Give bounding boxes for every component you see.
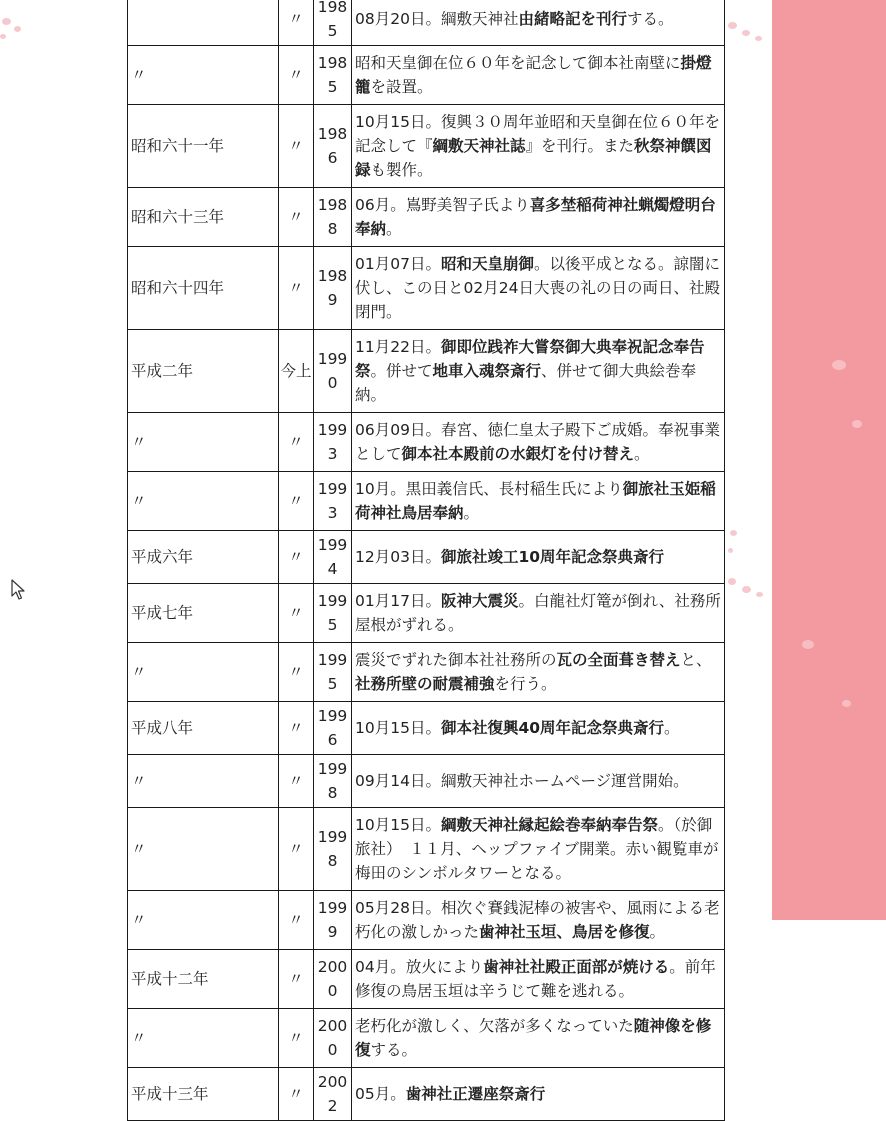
year-cell: 1986 bbox=[314, 105, 352, 188]
era-cell: 昭和六十四年 bbox=[128, 247, 279, 330]
event-text: 。以後平成となる。諒闇に伏し、この日と02月24日大喪の礼の日の両日、社殿閉門。 bbox=[355, 255, 720, 321]
era-cell: 〃 bbox=[128, 413, 279, 472]
emperor-cell: 〃 bbox=[279, 1009, 314, 1068]
table-row bbox=[128, 188, 725, 247]
year-cell: 1993 bbox=[314, 413, 352, 472]
event-text: 04月。放火により bbox=[355, 958, 484, 976]
event-text: 09月14日。綱敷天神社ホームページ運営開始。 bbox=[355, 772, 689, 790]
table-row bbox=[128, 1009, 725, 1068]
era-cell: 平成七年 bbox=[128, 584, 279, 643]
emperor-cell: 〃 bbox=[279, 413, 314, 472]
table-row bbox=[128, 1068, 725, 1121]
event-text: 。 bbox=[634, 445, 650, 463]
event-text: 。 bbox=[664, 719, 680, 737]
event-text: 。併せて bbox=[370, 362, 433, 380]
event-cell bbox=[352, 1009, 725, 1068]
year-cell: 1985 bbox=[314, 46, 352, 105]
event-cell bbox=[352, 472, 725, 531]
table-row bbox=[128, 105, 725, 188]
event-highlight: 御本社本殿前の水銀灯を付け替え bbox=[401, 445, 635, 463]
emperor-cell: 〃 bbox=[279, 247, 314, 330]
emperor-cell: 〃 bbox=[279, 702, 314, 755]
event-text: 06月。嶌野美智子氏より bbox=[355, 196, 530, 214]
event-text: を行う。 bbox=[494, 675, 557, 693]
event-text: 10月15日。 bbox=[355, 719, 441, 737]
table-row bbox=[128, 413, 725, 472]
emperor-cell: 〃 bbox=[279, 584, 314, 643]
event-highlight: 歯神社玉垣、鳥居を修復 bbox=[479, 923, 650, 941]
event-highlight: 綱敷天神社縁起絵巻奉納奉告祭 bbox=[440, 816, 658, 834]
era-cell: 平成十三年 bbox=[128, 1068, 279, 1121]
event-cell bbox=[352, 1068, 725, 1121]
emperor-cell: 〃 bbox=[279, 46, 314, 105]
event-text: 。 bbox=[386, 220, 402, 238]
event-highlight: 瓦の全面葺き替え bbox=[556, 651, 681, 669]
event-highlight: 社務所壁の耐震補強 bbox=[355, 675, 495, 693]
table-row bbox=[128, 247, 725, 330]
event-highlight: 歯神社正遷座祭斎行 bbox=[405, 1085, 546, 1103]
year-cell: 1989 bbox=[314, 247, 352, 330]
event-text: 昭和天皇御在位６０年を記念して御本社南壁に bbox=[355, 54, 681, 72]
event-text: 05月。 bbox=[355, 1085, 406, 1103]
event-text: 01月17日。 bbox=[355, 592, 441, 610]
emperor-cell: 〃 bbox=[279, 531, 314, 584]
emperor-cell: 〃 bbox=[279, 643, 314, 702]
event-highlight: 御本社復興40周年記念祭典斎行 bbox=[440, 719, 665, 737]
event-highlight: 秋祭神饌図録 bbox=[355, 137, 712, 179]
event-cell bbox=[352, 643, 725, 702]
event-cell bbox=[352, 755, 725, 808]
event-text: 震災でずれた御本社社務所の bbox=[355, 651, 557, 669]
event-cell bbox=[352, 46, 725, 105]
history-table-body bbox=[128, 0, 725, 1121]
emperor-cell: 〃 bbox=[279, 188, 314, 247]
event-highlight: 綱敷天神社誌 bbox=[432, 137, 526, 155]
emperor-cell: 〃 bbox=[279, 808, 314, 891]
event-text: する。 bbox=[370, 1041, 418, 1059]
event-highlight: 随神像を修復 bbox=[355, 1017, 712, 1059]
event-highlight: 喜多埜稲荷神社蝋燭燈明台奉納 bbox=[355, 196, 716, 238]
event-text: と、 bbox=[680, 651, 712, 669]
era-cell: 平成二年 bbox=[128, 330, 279, 413]
emperor-cell: 〃 bbox=[279, 950, 314, 1009]
event-text: 。白龍社灯篭が倒れ、社務所屋根がずれる。 bbox=[355, 592, 721, 634]
event-text: 06月09日。春宮、徳仁皇太子殿下ご成婚。奉祝事業として bbox=[355, 421, 720, 463]
event-text: 10月。黒田義信氏、長村稲生氏により bbox=[355, 480, 623, 498]
table-row bbox=[128, 891, 725, 950]
event-cell bbox=[352, 188, 725, 247]
year-cell: 2002 bbox=[314, 1068, 352, 1121]
event-cell bbox=[352, 0, 725, 46]
emperor-cell: 〃 bbox=[279, 0, 314, 46]
event-text: 。 bbox=[463, 504, 480, 522]
table-row bbox=[128, 46, 725, 105]
year-cell: 1996 bbox=[314, 702, 352, 755]
event-cell bbox=[352, 808, 725, 891]
history-table bbox=[127, 0, 725, 1121]
emperor-cell: 〃 bbox=[279, 1068, 314, 1121]
event-text: 、併せて御大典絵巻奉納。 bbox=[355, 362, 697, 404]
year-cell: 1995 bbox=[314, 584, 352, 643]
era-cell: 〃 bbox=[128, 643, 279, 702]
event-highlight: 御旅社玉姫稲荷神社鳥居奉納 bbox=[355, 480, 716, 522]
era-cell: 〃 bbox=[128, 46, 279, 105]
era-cell: 昭和六十三年 bbox=[128, 188, 279, 247]
table-row bbox=[128, 0, 725, 46]
era-cell: 〃 bbox=[128, 472, 279, 531]
event-highlight: 地車入魂祭斎行 bbox=[432, 362, 542, 380]
year-cell: 1998 bbox=[314, 808, 352, 891]
table-row bbox=[128, 950, 725, 1009]
event-cell bbox=[352, 247, 725, 330]
event-text: する。 bbox=[626, 10, 674, 28]
event-text: 05月28日。相次ぐ賽銭泥棒の被害や、風雨による老朽化の激しかった bbox=[355, 899, 720, 941]
table-row bbox=[128, 330, 725, 413]
year-cell: 1988 bbox=[314, 188, 352, 247]
year-cell: 1985 bbox=[314, 0, 352, 46]
year-cell: 1999 bbox=[314, 891, 352, 950]
table-row bbox=[128, 643, 725, 702]
event-text: 。 bbox=[649, 923, 666, 941]
event-highlight: 御旅社竣工10周年記念祭典斎行 bbox=[440, 548, 665, 566]
era-cell bbox=[128, 0, 279, 46]
year-cell: 1993 bbox=[314, 472, 352, 531]
year-cell: 2000 bbox=[314, 950, 352, 1009]
event-cell bbox=[352, 105, 725, 188]
event-cell bbox=[352, 891, 725, 950]
table-row bbox=[128, 808, 725, 891]
event-text: を設置。 bbox=[370, 78, 433, 96]
event-cell bbox=[352, 531, 725, 584]
year-cell: 2000 bbox=[314, 1009, 352, 1068]
year-cell: 1994 bbox=[314, 531, 352, 584]
era-cell: 平成十二年 bbox=[128, 950, 279, 1009]
event-text: 。前年修復の鳥居玉垣は辛うじて難を逃れる。 bbox=[355, 958, 716, 1000]
year-cell: 1998 bbox=[314, 755, 352, 808]
event-cell bbox=[352, 330, 725, 413]
table-row bbox=[128, 531, 725, 584]
table-row bbox=[128, 702, 725, 755]
emperor-cell: 〃 bbox=[279, 472, 314, 531]
era-cell: 〃 bbox=[128, 808, 279, 891]
event-highlight: 昭和天皇崩御 bbox=[440, 255, 534, 273]
event-text: 』を刊行。また bbox=[525, 137, 635, 155]
era-cell: 〃 bbox=[128, 1009, 279, 1068]
event-text: 08月20日。綱敷天神社 bbox=[355, 10, 519, 28]
table-row bbox=[128, 755, 725, 808]
event-highlight: 御即位践祚大嘗祭御大典奉祝記念奉告祭 bbox=[355, 338, 705, 380]
event-text: 12月03日。 bbox=[355, 548, 441, 566]
era-cell: 平成六年 bbox=[128, 531, 279, 584]
table-row bbox=[128, 472, 725, 531]
event-text: も製作。 bbox=[370, 161, 433, 179]
event-text: 10月15日。復興３０周年並昭和天皇御在位６０年を記念して『 bbox=[355, 113, 720, 155]
event-cell bbox=[352, 702, 725, 755]
era-cell: 〃 bbox=[128, 755, 279, 808]
event-text: 老朽化が激しく、欠落が多くなっていた bbox=[355, 1017, 634, 1035]
event-cell bbox=[352, 584, 725, 643]
event-text: 10月15日。 bbox=[355, 816, 441, 834]
emperor-cell: 〃 bbox=[279, 105, 314, 188]
event-highlight: 阪神大震災 bbox=[440, 592, 519, 610]
era-cell: 平成八年 bbox=[128, 702, 279, 755]
emperor-cell: 〃 bbox=[279, 755, 314, 808]
era-cell: 昭和六十一年 bbox=[128, 105, 279, 188]
event-text: 。（於御旅社） １１月、ヘップファイブ開業。赤い観覧車が梅田のシンボルタワーとなる。 bbox=[355, 816, 719, 882]
mouse-cursor-icon bbox=[11, 579, 25, 601]
emperor-cell: 〃 bbox=[279, 891, 314, 950]
table-row bbox=[128, 584, 725, 643]
year-cell: 1990 bbox=[314, 330, 352, 413]
event-highlight: 歯神社社殿正面部が焼ける bbox=[483, 958, 670, 976]
era-cell: 〃 bbox=[128, 891, 279, 950]
event-cell bbox=[352, 950, 725, 1009]
event-cell bbox=[352, 413, 725, 472]
event-text: 01月07日。 bbox=[355, 255, 441, 273]
event-highlight: 由緒略記を刊行 bbox=[518, 10, 627, 28]
event-highlight: 掛燈籠 bbox=[355, 54, 712, 96]
history-table-container bbox=[127, 0, 725, 1121]
event-text: 11月22日。 bbox=[355, 338, 441, 356]
year-cell: 1995 bbox=[314, 643, 352, 702]
emperor-cell: 今上 bbox=[279, 330, 314, 413]
side-decoration-band bbox=[772, 0, 886, 920]
